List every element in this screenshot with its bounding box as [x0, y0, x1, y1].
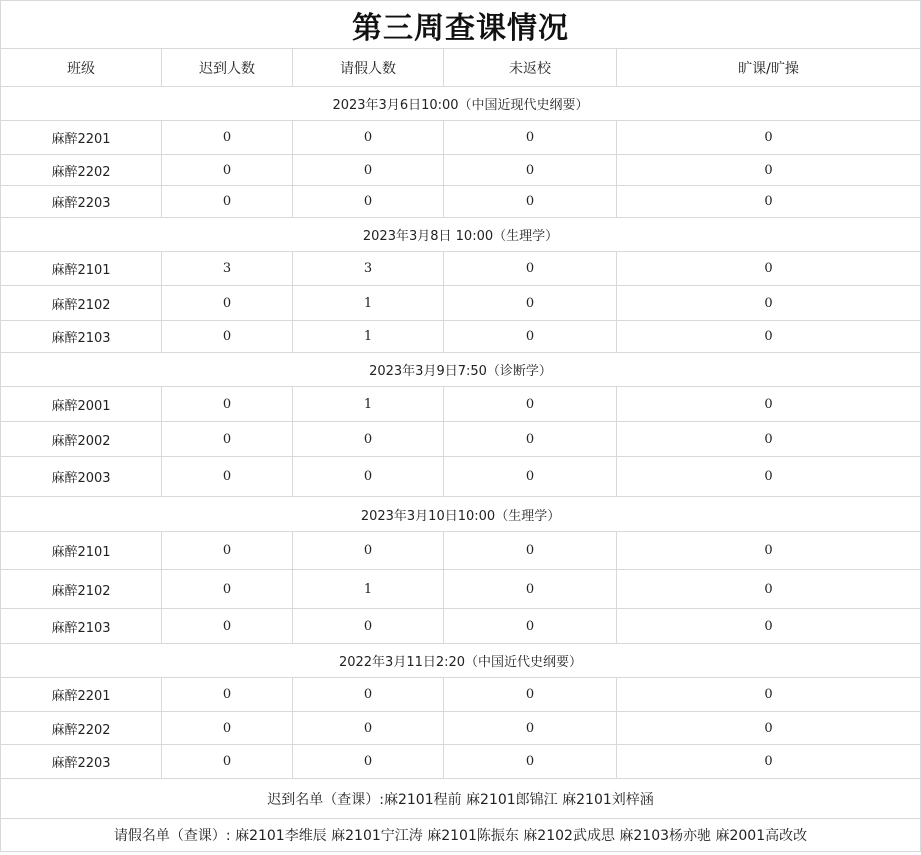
class-cell: 麻醉2202 [1, 712, 162, 745]
table-row [1, 712, 921, 745]
not-returned-cell: 0 [444, 252, 617, 286]
class-cell: 麻醉2001 [1, 387, 162, 422]
absent-count-cell: 0 [617, 570, 921, 609]
leave-list-note: 请假名单（查课）: 麻2101李维辰 麻2101宁江涛 麻2101陈振东 麻2102武成思 麻2103杨亦驰 麻2001高改改 [1, 819, 921, 852]
table-row [1, 678, 921, 712]
section-label: 2023年3月6日10:00（中国近现代史纲要） [1, 87, 921, 121]
table-row [1, 745, 921, 779]
section-row [1, 87, 921, 121]
leave-count-cell: 1 [293, 321, 444, 353]
table-row [1, 155, 921, 186]
absent-count-cell: 0 [617, 422, 921, 457]
section-label: 2023年3月8日 10:00（生理学） [1, 218, 921, 252]
leave-list-note-row [1, 819, 921, 852]
table-row [1, 121, 921, 155]
header-not-returned: 未返校 [444, 49, 617, 87]
header-absent: 旷课/旷操 [617, 49, 921, 87]
leave-count-cell: 0 [293, 745, 444, 779]
not-returned-cell: 0 [444, 286, 617, 321]
class-cell: 麻醉2002 [1, 422, 162, 457]
class-cell: 麻醉2101 [1, 252, 162, 286]
absent-count-cell: 0 [617, 457, 921, 497]
absent-count-cell: 0 [617, 609, 921, 644]
not-returned-cell: 0 [444, 387, 617, 422]
late-count-cell: 0 [162, 570, 293, 609]
not-returned-cell: 0 [444, 321, 617, 353]
absent-count-cell: 0 [617, 252, 921, 286]
late-count-cell: 0 [162, 532, 293, 570]
table-row [1, 422, 921, 457]
header-late: 迟到人数 [162, 49, 293, 87]
table-row [1, 186, 921, 218]
header-class: 班级 [1, 49, 162, 87]
not-returned-cell: 0 [444, 457, 617, 497]
table-row [1, 609, 921, 644]
section-label: 2023年3月9日7:50（诊断学） [1, 353, 921, 387]
table-row [1, 387, 921, 422]
late-count-cell: 0 [162, 186, 293, 218]
table-row [1, 321, 921, 353]
class-cell: 麻醉2102 [1, 570, 162, 609]
table-row [1, 570, 921, 609]
leave-count-cell: 0 [293, 121, 444, 155]
leave-count-cell: 0 [293, 155, 444, 186]
header-row [1, 49, 921, 87]
title-row [1, 1, 921, 49]
late-count-cell: 0 [162, 121, 293, 155]
late-count-cell: 0 [162, 321, 293, 353]
absent-count-cell: 0 [617, 387, 921, 422]
not-returned-cell: 0 [444, 745, 617, 779]
leave-count-cell: 0 [293, 532, 444, 570]
not-returned-cell: 0 [444, 155, 617, 186]
leave-count-cell: 1 [293, 570, 444, 609]
late-list-note: 迟到名单（查课）:麻2101程前 麻2101郎锦江 麻2101刘梓涵 [1, 779, 921, 819]
section-row [1, 497, 921, 532]
leave-count-cell: 0 [293, 186, 444, 218]
not-returned-cell: 0 [444, 712, 617, 745]
absent-count-cell: 0 [617, 286, 921, 321]
absent-count-cell: 0 [617, 155, 921, 186]
table-row [1, 252, 921, 286]
late-count-cell: 3 [162, 252, 293, 286]
late-count-cell: 0 [162, 712, 293, 745]
class-cell: 麻醉2103 [1, 321, 162, 353]
absent-count-cell: 0 [617, 186, 921, 218]
section-row [1, 644, 921, 678]
absent-count-cell: 0 [617, 121, 921, 155]
class-cell: 麻醉2202 [1, 155, 162, 186]
leave-count-cell: 0 [293, 712, 444, 745]
class-cell: 麻醉2101 [1, 532, 162, 570]
section-row [1, 218, 921, 252]
page-title: 第三周查课情况 [1, 1, 921, 49]
table-row [1, 286, 921, 321]
class-cell: 麻醉2203 [1, 186, 162, 218]
table-row [1, 457, 921, 497]
absent-count-cell: 0 [617, 745, 921, 779]
section-label: 2022年3月11日2:20（中国近代史纲要） [1, 644, 921, 678]
not-returned-cell: 0 [444, 532, 617, 570]
late-count-cell: 0 [162, 387, 293, 422]
absent-count-cell: 0 [617, 712, 921, 745]
leave-count-cell: 1 [293, 387, 444, 422]
section-label: 2023年3月10日10:00（生理学） [1, 497, 921, 532]
leave-count-cell: 3 [293, 252, 444, 286]
not-returned-cell: 0 [444, 570, 617, 609]
header-leave: 请假人数 [293, 49, 444, 87]
class-cell: 麻醉2201 [1, 121, 162, 155]
late-count-cell: 0 [162, 457, 293, 497]
late-count-cell: 0 [162, 609, 293, 644]
not-returned-cell: 0 [444, 186, 617, 218]
leave-count-cell: 0 [293, 422, 444, 457]
class-cell: 麻醉2102 [1, 286, 162, 321]
late-count-cell: 0 [162, 286, 293, 321]
class-cell: 麻醉2201 [1, 678, 162, 712]
late-count-cell: 0 [162, 422, 293, 457]
late-count-cell: 0 [162, 745, 293, 779]
leave-count-cell: 1 [293, 286, 444, 321]
late-list-note-row [1, 779, 921, 819]
class-cell: 麻醉2203 [1, 745, 162, 779]
not-returned-cell: 0 [444, 422, 617, 457]
not-returned-cell: 0 [444, 609, 617, 644]
late-count-cell: 0 [162, 678, 293, 712]
absent-count-cell: 0 [617, 678, 921, 712]
late-count-cell: 0 [162, 155, 293, 186]
not-returned-cell: 0 [444, 121, 617, 155]
class-cell: 麻醉2103 [1, 609, 162, 644]
absent-count-cell: 0 [617, 321, 921, 353]
leave-count-cell: 0 [293, 457, 444, 497]
section-row [1, 353, 921, 387]
leave-count-cell: 0 [293, 678, 444, 712]
absent-count-cell: 0 [617, 532, 921, 570]
table-row [1, 532, 921, 570]
class-cell: 麻醉2003 [1, 457, 162, 497]
leave-count-cell: 0 [293, 609, 444, 644]
not-returned-cell: 0 [444, 678, 617, 712]
